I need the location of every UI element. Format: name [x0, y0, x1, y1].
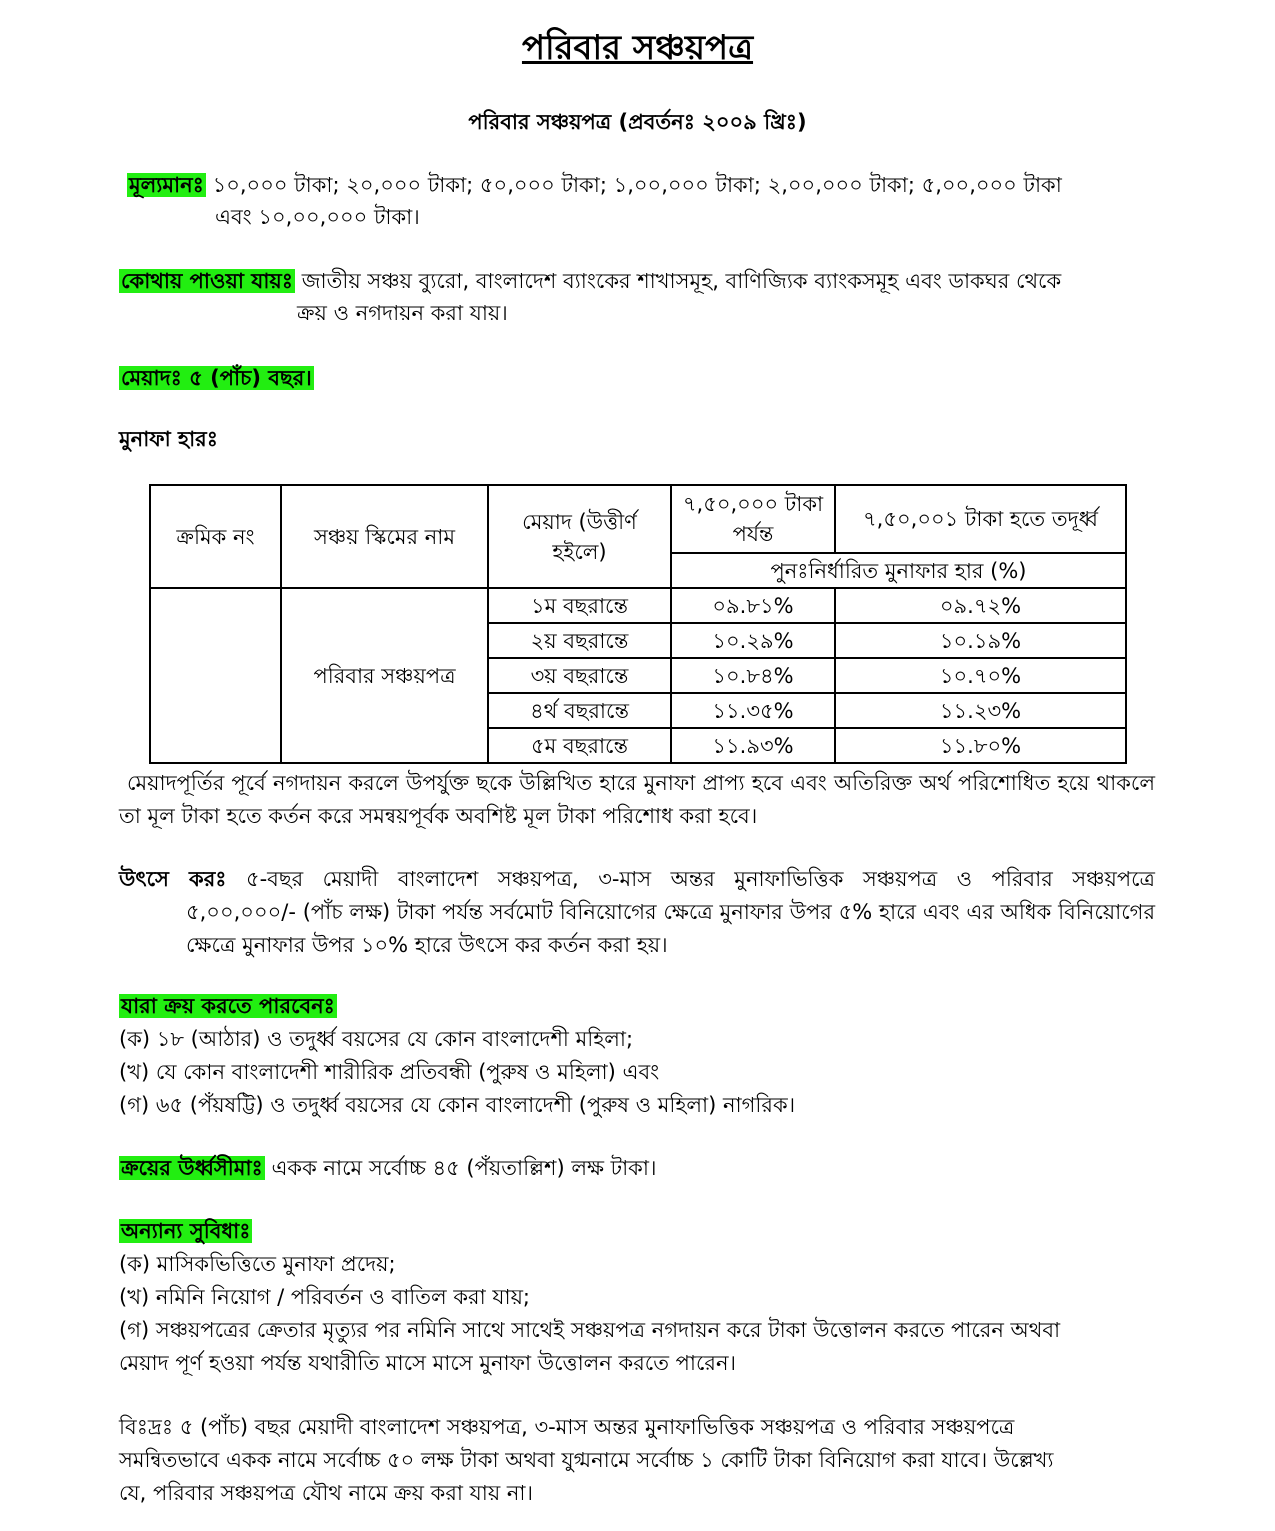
denomination-line-1	[127, 169, 1062, 201]
slab-2-rate-cell: ১০.৭০%	[835, 658, 1126, 693]
table-header-row	[150, 485, 1126, 553]
profit-rate-label: মুনাফা হারঃ	[119, 427, 218, 451]
availability-label: কোথায় পাওয়া যায়ঃ	[121, 269, 293, 293]
list-item: (খ) যে কোন বাংলাদেশী শারীরিক প্রতিবন্ধী (পুরুষ ও মহিলা) এবং	[119, 1060, 660, 1084]
header-term: মেয়াদ (উত্তীর্ণ হইলে)	[488, 485, 671, 588]
header-scheme-name: সঞ্চয় স্কিমের নাম	[281, 485, 488, 588]
header-slab-2: ৭,৫০,০০১ টাকা হতে তদূর্ধ্ব	[835, 485, 1126, 553]
slab-1-rate-cell: ০৯.৮১%	[671, 588, 835, 623]
limit-label: ক্রয়ের উর্ধ্বসীমাঃ	[121, 1156, 263, 1180]
list-item: (গ) সঞ্চয়পত্রের ক্রেতার মৃত্যুর পর নমিনি সাথে সাথেই সঞ্চয়পত্র নগদায়ন করে টাকা উত্তোলন করতে পারেন অথবা	[119, 1318, 1061, 1342]
availability-text: জাতীয় সঞ্চয় ব্যুরো, বাংলাদেশ ব্যাংকের শাখাসমূহ, বাণিজ্যিক ব্যাংকসমূহ এবং ডাকঘর থেকে	[301, 269, 1062, 293]
page-subtitle: পরিবার সঞ্চয়পত্র (প্রবর্তনঃ ২০০৯ খ্রিঃ)	[468, 110, 807, 134]
benefits-label: অন্যান্য সুবিধাঃ	[121, 1219, 251, 1243]
availability-line-1	[119, 265, 1061, 297]
early-encashment-paragraph: মেয়াদপূর্তির পূর্বে নগদায়ন করলে উপর্যুক্ত ছকে উল্লিখিত হারে মুনাফা প্রাপ্য হবে এবং অতিরিক্ত অর্থ পরিশোধিত হয়ে থাকলে তা মূল টাকা হতে কর্তন করে সমন্বয়পূর্বক অবশিষ্ট মূল টাকা পরিশোধ করা হবে।	[119, 771, 1155, 828]
eligibility-label: যারা ক্রয় করতে পারবেনঃ	[121, 994, 335, 1018]
tenure-text: মেয়াদঃ ৫ (পাঁচ) বছর।	[121, 366, 312, 390]
denomination-values: ১০,০০০ টাকা; ২০,০০০ টাকা; ৫০,০০০ টাকা; ১,০০,০০০ টাকা; ২,০০,০০০ টাকা; ৫,০০,০০০ টাকা	[212, 173, 1062, 197]
list-item: (খ) নমিনি নিয়োগ / পরিবর্তন ও বাতিল করা যায়;	[119, 1285, 531, 1309]
benefits-heading	[119, 1215, 252, 1247]
term-cell: ২য় বছরান্তে	[488, 623, 671, 658]
slab-2-rate-cell: ১০.১৯%	[835, 623, 1126, 658]
list-item: (ক) ১৮ (আঠার) ও তদুর্ধ্ব বয়সের যে কোন বাংলাদেশী মহিলা;	[119, 1027, 634, 1051]
tax-text-rest: ৫,০০,০০০/- (পাঁচ লক্ষ) টাকা পর্যন্ত সর্বমোট বিনিয়োগের ক্ষেত্রে মুনাফার উপর ৫% হারে এবং এর অধিক বিনিয়োগের ক্ষেত্রে মুনাফার উপর ১০% হারে উৎসে কর কর্তন করা হয়।	[186, 900, 1155, 957]
list-item: (গ) ৬৫ (পঁয়ষট্টি) ও তদুর্ধ্ব বয়সের যে কোন বাংলাদেশী (পুরুষ ও মহিলা) নাগরিক।	[119, 1093, 796, 1117]
term-cell: ১ম বছরান্তে	[488, 588, 671, 623]
tenure-line	[119, 362, 314, 394]
slab-2-rate-cell: ১১.২৩%	[835, 693, 1126, 728]
list-item: মেয়াদ পূর্ণ হওয়া পর্যন্ত যথারীতি মাসে মাসে মুনাফা উত্তোলন করতে পারেন।	[119, 1351, 737, 1375]
eligibility-heading	[119, 990, 337, 1022]
header-serial: ক্রমিক নং	[150, 485, 281, 588]
list-item: (ক) মাসিকভিত্তিতে মুনাফা প্রদেয়;	[119, 1252, 396, 1276]
profit-rate-table	[149, 484, 1127, 764]
denomination-line-2: এবং ১০,০০,০০০ টাকা।	[215, 205, 420, 229]
denomination-label: মূল্যমানঃ	[129, 173, 204, 197]
slab-1-rate-cell: ১০.২৯%	[671, 623, 835, 658]
scheme-name-cell: পরিবার সঞ্চয়পত্র	[281, 588, 488, 763]
slab-1-rate-cell: ১১.৩৫%	[671, 693, 835, 728]
note-line-2: সমন্বিতভাবে একক নামে সর্বোচ্চ ৫০ লক্ষ টাকা অথবা যুগ্মনামে সর্বোচ্চ ১ কোটি টাকা বিনিয়োগ করা যাবে। উল্লেখ্য	[119, 1448, 1054, 1472]
availability-line-2: ক্রয় ও নগদায়ন করা যায়।	[297, 301, 508, 325]
header-slab-1: ৭,৫০,০০০ টাকা পর্যন্ত	[671, 485, 835, 553]
term-cell: ৫ম বছরান্তে	[488, 728, 671, 763]
serial-cell	[150, 588, 281, 763]
limit-line	[119, 1152, 656, 1184]
note-line-1: বিঃদ্রঃ ৫ (পাঁচ) বছর মেয়াদী বাংলাদেশ সঞ্চয়পত্র, ৩-মাস অন্তর মুনাফাভিত্তিক সঞ্চয়পত্র ও পরিবার সঞ্চয়পত্রে	[119, 1415, 1015, 1439]
term-cell: ৩য় বছরান্তে	[488, 658, 671, 693]
slab-2-rate-cell: ১১.৮০%	[835, 728, 1126, 763]
tax-text-start: ৫-বছর মেয়াদী বাংলাদেশ সঞ্চয়পত্র, ৩-মাস অন্তর মুনাফাভিত্তিক সঞ্চয়পত্র ও পরিবার সঞ্চয়পত্রে	[245, 867, 1155, 891]
tax-label: উৎসে করঃ	[119, 867, 227, 891]
slab-2-rate-cell: ০৯.৭২%	[835, 588, 1126, 623]
term-cell: ৪র্থ বছরান্তে	[488, 693, 671, 728]
slab-1-rate-cell: ১০.৮৪%	[671, 658, 835, 693]
note-line-3: যে, পরিবার সঞ্চয়পত্র যৌথ নামে ক্রয় করা যায় না।	[119, 1481, 534, 1505]
table-row	[150, 588, 1126, 623]
header-rate: পুনঃনির্ধারিত মুনাফার হার (%)	[671, 553, 1126, 588]
slab-1-rate-cell: ১১.৯৩%	[671, 728, 835, 763]
tax-line-1	[119, 863, 1155, 896]
page-title: পরিবার সঞ্চয়পত্র	[521, 28, 754, 68]
limit-text: একক নামে সর্বোচ্চ ৪৫ (পঁয়তাল্লিশ) লক্ষ টাকা।	[271, 1156, 657, 1180]
